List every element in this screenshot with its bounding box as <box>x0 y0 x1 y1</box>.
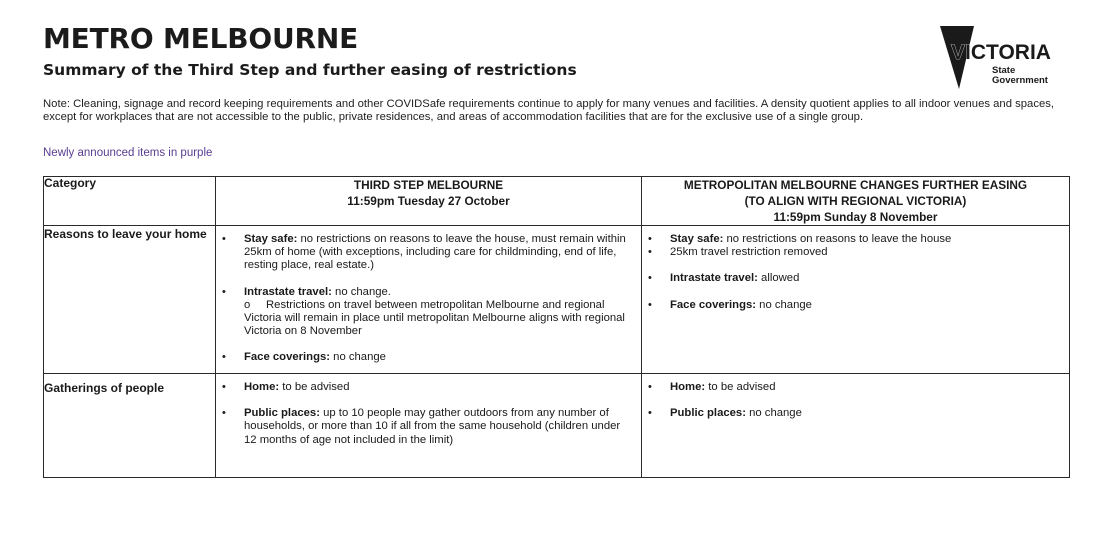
newly-announced-legend: Newly announced items in purple <box>43 147 213 159</box>
further-easing-header-date: 11:59pm Sunday 8 November <box>773 210 938 224</box>
category-cell: Reasons to leave your home <box>44 226 216 374</box>
table-row-reasons-to-leave-home <box>44 226 1070 374</box>
list-item <box>642 233 1059 246</box>
list-item <box>642 407 1059 420</box>
sub-item-marker: o <box>244 298 251 311</box>
victoria-logo-wordmark: VICTORIA <box>951 41 1051 64</box>
item-text: allowed <box>757 272 800 285</box>
item-text: no restrictions on reasons to leave the house <box>723 233 952 245</box>
page-subtitle: Summary of the Third Step and further easing of restrictions <box>43 61 577 79</box>
item-text: no change <box>756 298 812 311</box>
list-item <box>642 246 1059 259</box>
item-text: no restrictions on reasons to leave the house, must remain within 25km of home (with exceptions, including care for childminding, end of life, resting place, real estate.) <box>244 233 626 272</box>
third-step-cell <box>216 226 642 374</box>
further-easing-cell <box>642 374 1070 478</box>
item-label: Home: <box>670 381 706 393</box>
further-easing-header-title: METROPOLITAN MELBOURNE CHANGES FURTHER EASING <box>683 178 1028 192</box>
third-step-column-header <box>216 177 642 226</box>
category-cell: Gatherings of people <box>44 374 216 478</box>
item-label: Face coverings: <box>244 351 331 364</box>
item-text: up to 10 people may gather outdoors from any number of households, or more than 10 if all from the same household (children under 12 months of age not included in the limit) <box>244 407 621 446</box>
table-row-gatherings-of-people <box>44 374 1070 478</box>
item-text: 25km travel restriction removed <box>670 246 828 259</box>
category-column-header: Category <box>44 177 216 226</box>
item-label: Intrastate travel: <box>244 285 332 298</box>
list-item <box>216 407 631 447</box>
page-title: METRO MELBOURNE <box>43 22 359 55</box>
item-label: Intrastate travel: <box>670 272 758 285</box>
further-easing-list <box>642 374 1069 426</box>
third-step-cell <box>216 374 642 478</box>
list-item <box>216 381 631 394</box>
third-step-list <box>216 226 641 371</box>
further-easing-column-header <box>642 177 1070 226</box>
item-label: Public places: <box>244 407 320 420</box>
item-label: Public places: <box>670 407 746 420</box>
list-item <box>642 381 1059 394</box>
sub-item-text: Restrictions on travel between metropolitan Melbourne and regional Victoria will remain in place until metropolitan Melbourne aligns with regional Victoria on 8 November <box>244 298 625 338</box>
victoria-logo-line-government: Government <box>992 75 1048 86</box>
victoria-state-government-logo <box>938 23 1063 91</box>
item-text: no change. <box>331 285 391 298</box>
item-label: Stay safe: <box>244 233 298 245</box>
further-easing-header-subtitle: (TO ALIGN WITH REGIONAL VICTORIA) <box>744 194 967 208</box>
item-label: Face coverings: <box>670 298 757 311</box>
item-label: Stay safe: <box>670 233 724 245</box>
sub-item <box>244 299 631 339</box>
list-item <box>642 299 1059 312</box>
list-item <box>642 272 1059 285</box>
further-easing-list <box>642 226 1069 318</box>
list-item <box>216 233 631 273</box>
covidsafe-note: Note: Cleaning, signage and record keeping requirements and other COVIDSafe requirements continue to apply for many venues and facilities. A density quotient applies to all indoor venues and spaces, except for workplaces that are not accessible to the public, private residences, and areas of accommodation facilities that are for the exclusive use of a single group. <box>43 98 1055 124</box>
item-text: no change <box>330 351 386 364</box>
item-text: to be advised <box>279 381 350 393</box>
third-step-header-title: THIRD STEP MELBOURNE <box>353 178 504 192</box>
third-step-header-date: 11:59pm Tuesday 27 October <box>347 194 510 208</box>
restrictions-table <box>43 176 1070 478</box>
list-item <box>216 286 631 339</box>
item-text: to be advised <box>705 381 776 393</box>
item-text: no change <box>745 407 802 420</box>
further-easing-cell <box>642 226 1070 374</box>
victoria-logo-line-state: State <box>992 65 1016 76</box>
list-item <box>216 351 631 364</box>
item-label: Home: <box>244 381 280 393</box>
third-step-list <box>216 374 641 453</box>
table-header-row <box>44 177 1070 226</box>
